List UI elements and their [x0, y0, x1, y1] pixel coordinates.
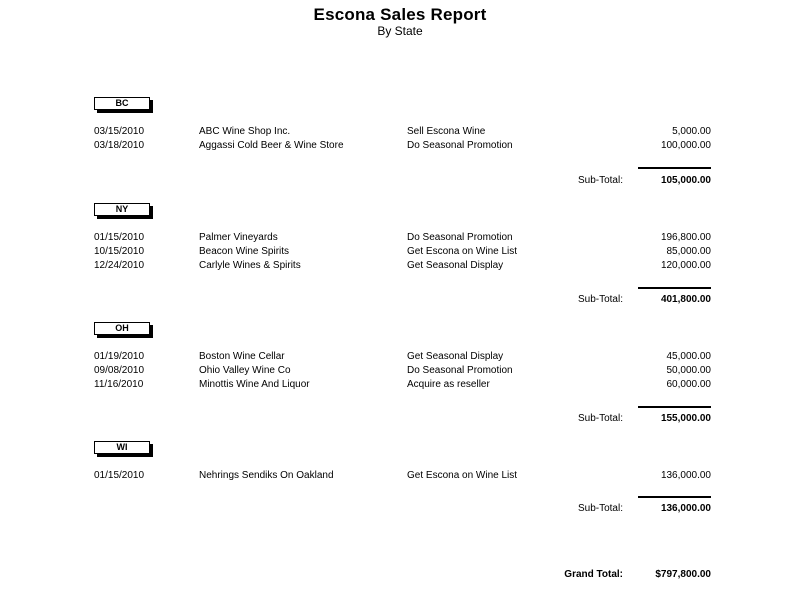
- row-date: 11/16/2010: [94, 379, 144, 390]
- table-row: [0, 378, 800, 392]
- table-row: [0, 125, 800, 139]
- row-date: 10/15/2010: [94, 246, 145, 257]
- row-amount: 85,000.00: [666, 246, 711, 257]
- row-action: Sell Escona Wine: [407, 126, 486, 137]
- row-date: 09/08/2010: [94, 365, 145, 376]
- state-label: NY: [94, 203, 150, 216]
- row-action: Do Seasonal Promotion: [407, 365, 513, 376]
- subtotal-amount: 105,000.00: [660, 175, 711, 186]
- state-label: OH: [94, 322, 150, 335]
- row-amount: 100,000.00: [660, 140, 711, 151]
- row-amount: 5,000.00: [672, 126, 711, 137]
- table-row: [0, 259, 800, 273]
- row-customer: Nehrings Sendiks On Oakland: [199, 470, 334, 481]
- row-amount: 45,000.00: [666, 351, 711, 362]
- row-amount: 136,000.00: [660, 470, 711, 481]
- group-rows: [0, 231, 800, 273]
- grand-total-amount: $797,800.00: [655, 569, 711, 580]
- grand-total-label: Grand Total:: [564, 569, 623, 580]
- table-row: [0, 469, 800, 483]
- row-action: Get Escona on Wine List: [407, 470, 518, 481]
- row-amount: 50,000.00: [666, 365, 711, 376]
- row-action: Get Seasonal Display: [407, 351, 504, 362]
- row-customer: Ohio Valley Wine Co: [199, 365, 291, 376]
- subtotal-divider: [638, 287, 711, 289]
- row-date: 01/19/2010: [94, 351, 145, 362]
- report-title: Escona Sales Report: [313, 5, 487, 24]
- subtotal-amount: 155,000.00: [660, 413, 711, 424]
- report-subtitle: By State: [377, 24, 423, 38]
- row-action: Do Seasonal Promotion: [407, 140, 513, 151]
- row-amount: 60,000.00: [666, 379, 711, 390]
- row-action: Do Seasonal Promotion: [407, 232, 513, 243]
- state-label: WI: [94, 441, 150, 454]
- row-date: 01/15/2010: [94, 470, 145, 481]
- group-rows: [0, 350, 800, 392]
- row-customer: Minottis Wine And Liquor: [199, 379, 310, 390]
- state-label: BC: [94, 97, 150, 110]
- subtotal-divider: [638, 496, 711, 498]
- subtotal-amount: 136,000.00: [660, 503, 711, 514]
- row-amount: 120,000.00: [660, 260, 711, 271]
- subtotal-label: Sub-Total:: [577, 175, 623, 186]
- table-row: [0, 364, 800, 378]
- row-customer: Aggassi Cold Beer & Wine Store: [199, 140, 344, 151]
- subtotal-label: Sub-Total:: [577, 294, 623, 305]
- row-customer: Boston Wine Cellar: [199, 351, 285, 362]
- subtotal-amount: 401,800.00: [660, 294, 711, 305]
- row-customer: Beacon Wine Spirits: [199, 246, 290, 257]
- table-row: [0, 350, 800, 364]
- table-row: [0, 139, 800, 153]
- table-row: [0, 245, 800, 259]
- row-action: Acquire as reseller: [407, 379, 490, 390]
- row-action: Get Escona on Wine List: [407, 246, 518, 257]
- subtotal-label: Sub-Total:: [577, 503, 623, 514]
- group-rows: [0, 125, 800, 153]
- row-customer: Carlyle Wines & Spirits: [199, 260, 301, 271]
- row-amount: 196,800.00: [660, 232, 711, 243]
- subtotal-divider: [638, 167, 711, 169]
- table-row: [0, 231, 800, 245]
- row-customer: Palmer Vineyards: [199, 232, 278, 243]
- group-rows: [0, 469, 800, 483]
- row-date: 03/18/2010: [94, 140, 145, 151]
- subtotal-divider: [638, 406, 711, 408]
- subtotal-label: Sub-Total:: [577, 413, 623, 424]
- row-date: 12/24/2010: [94, 260, 145, 271]
- row-customer: ABC Wine Shop Inc.: [199, 126, 291, 137]
- row-date: 01/15/2010: [94, 232, 145, 243]
- row-date: 03/15/2010: [94, 126, 145, 137]
- row-action: Get Seasonal Display: [407, 260, 504, 271]
